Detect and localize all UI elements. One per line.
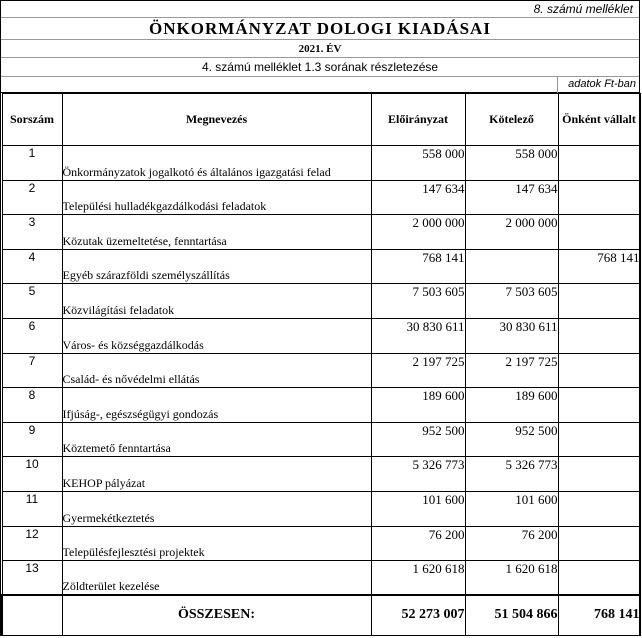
row-planned: 2 000 000: [371, 215, 465, 250]
col-header-name: Megnevezés: [62, 94, 371, 146]
header-row: [2, 94, 640, 146]
row-number: 3: [2, 215, 62, 250]
row-voluntary: [558, 491, 640, 526]
row-name: Közvilágítási feladatok: [62, 284, 371, 319]
row-mandatory: [465, 249, 558, 284]
row-mandatory: 7 503 605: [465, 284, 558, 319]
table-row: [2, 284, 640, 319]
row-name: KEHOP pályázat: [62, 457, 371, 492]
row-mandatory: 2 197 725: [465, 353, 558, 388]
row-planned: 7 503 605: [371, 284, 465, 319]
table-row: [2, 457, 640, 492]
row-voluntary: [558, 318, 640, 353]
total-num-cell: [2, 595, 62, 635]
row-voluntary: [558, 561, 640, 596]
table-row: [2, 249, 640, 284]
row-number: 6: [2, 318, 62, 353]
row-planned: 768 141: [371, 249, 465, 284]
row-number: 13: [2, 561, 62, 596]
row-number: 10: [2, 457, 62, 492]
row-planned: 1 620 618: [371, 561, 465, 596]
total-mandatory: 51 504 866: [465, 595, 558, 635]
row-planned: 558 000: [371, 146, 465, 181]
row-mandatory: 147 634: [465, 180, 558, 215]
row-mandatory: 30 830 611: [465, 318, 558, 353]
table-row: [2, 422, 640, 457]
row-voluntary: [558, 180, 640, 215]
row-voluntary: [558, 422, 640, 457]
row-mandatory: 76 200: [465, 526, 558, 561]
row-voluntary: [558, 146, 640, 181]
row-number: 11: [2, 491, 62, 526]
total-voluntary: 768 141: [558, 595, 640, 635]
row-planned: 101 600: [371, 491, 465, 526]
row-voluntary: [558, 457, 640, 492]
row-mandatory: 2 000 000: [465, 215, 558, 250]
table-row: [2, 561, 640, 596]
table-row: [2, 526, 640, 561]
units-note: adatok Ft-ban: [557, 77, 639, 93]
row-name: Zöldterület kezelése: [62, 561, 371, 596]
table-row: [2, 353, 640, 388]
col-header-mandatory: Kötelező: [465, 94, 558, 146]
row-planned: 952 500: [371, 422, 465, 457]
row-mandatory: 952 500: [465, 422, 558, 457]
row-number: 5: [2, 284, 62, 319]
row-planned: 30 830 611: [371, 318, 465, 353]
row-planned: 76 200: [371, 526, 465, 561]
row-name: Közutak üzemeltetése, fenntartása: [62, 215, 371, 250]
row-planned: 147 634: [371, 180, 465, 215]
total-row: [2, 595, 640, 635]
row-number: 1: [2, 146, 62, 181]
row-number: 4: [2, 249, 62, 284]
row-mandatory: 5 326 773: [465, 457, 558, 492]
page-title: ÖNKORMÁNYZAT DOLOGI KIADÁSAI: [1, 18, 639, 40]
row-mandatory: 189 600: [465, 388, 558, 423]
table-row: [2, 146, 640, 181]
total-label: ÖSSZESEN:: [62, 595, 371, 635]
row-mandatory: 1 620 618: [465, 561, 558, 596]
row-voluntary: [558, 284, 640, 319]
attachment-note: 8. számú melléklet: [1, 1, 639, 18]
row-name: Család- és nővédelmi ellátás: [62, 353, 371, 388]
row-name: Köztemető fenntartása: [62, 422, 371, 457]
row-mandatory: 558 000: [465, 146, 558, 181]
col-header-planned: Előirányzat: [371, 94, 465, 146]
subtitle: 4. számú melléklet 1.3 sorának részletezése: [1, 58, 639, 77]
row-voluntary: 768 141: [558, 249, 640, 284]
table-row: [2, 491, 640, 526]
row-number: 8: [2, 388, 62, 423]
table-row: [2, 215, 640, 250]
row-name: Ifjúság-, egészségügyi gondozás: [62, 388, 371, 423]
row-number: 12: [2, 526, 62, 561]
col-header-num: Sorszám: [2, 94, 62, 146]
row-mandatory: 101 600: [465, 491, 558, 526]
row-voluntary: [558, 526, 640, 561]
row-name: Gyermekétkeztetés: [62, 491, 371, 526]
row-name: Települési hulladékgazdálkodási feladatok: [62, 180, 371, 215]
row-voluntary: [558, 388, 640, 423]
units-row: [1, 77, 639, 93]
year-label: 2021. ÉV: [1, 40, 639, 58]
row-planned: 5 326 773: [371, 457, 465, 492]
table-row: [2, 388, 640, 423]
col-header-voluntary: Önként vállalt: [558, 94, 640, 146]
row-planned: 2 197 725: [371, 353, 465, 388]
row-name: Egyéb szárazföldi személyszállítás: [62, 249, 371, 284]
row-planned: 189 600: [371, 388, 465, 423]
row-name: Város- és községgazdálkodás: [62, 318, 371, 353]
row-number: 2: [2, 180, 62, 215]
row-voluntary: [558, 353, 640, 388]
row-voluntary: [558, 215, 640, 250]
total-planned: 52 273 007: [371, 595, 465, 635]
table-row: [2, 180, 640, 215]
row-number: 7: [2, 353, 62, 388]
row-name: Önkormányzatok jogalkotó és általános igazgatási felad: [62, 146, 371, 181]
row-name: Településfejlesztési projektek: [62, 526, 371, 561]
table-row: [2, 318, 640, 353]
expenses-table: [1, 93, 641, 636]
row-number: 9: [2, 422, 62, 457]
